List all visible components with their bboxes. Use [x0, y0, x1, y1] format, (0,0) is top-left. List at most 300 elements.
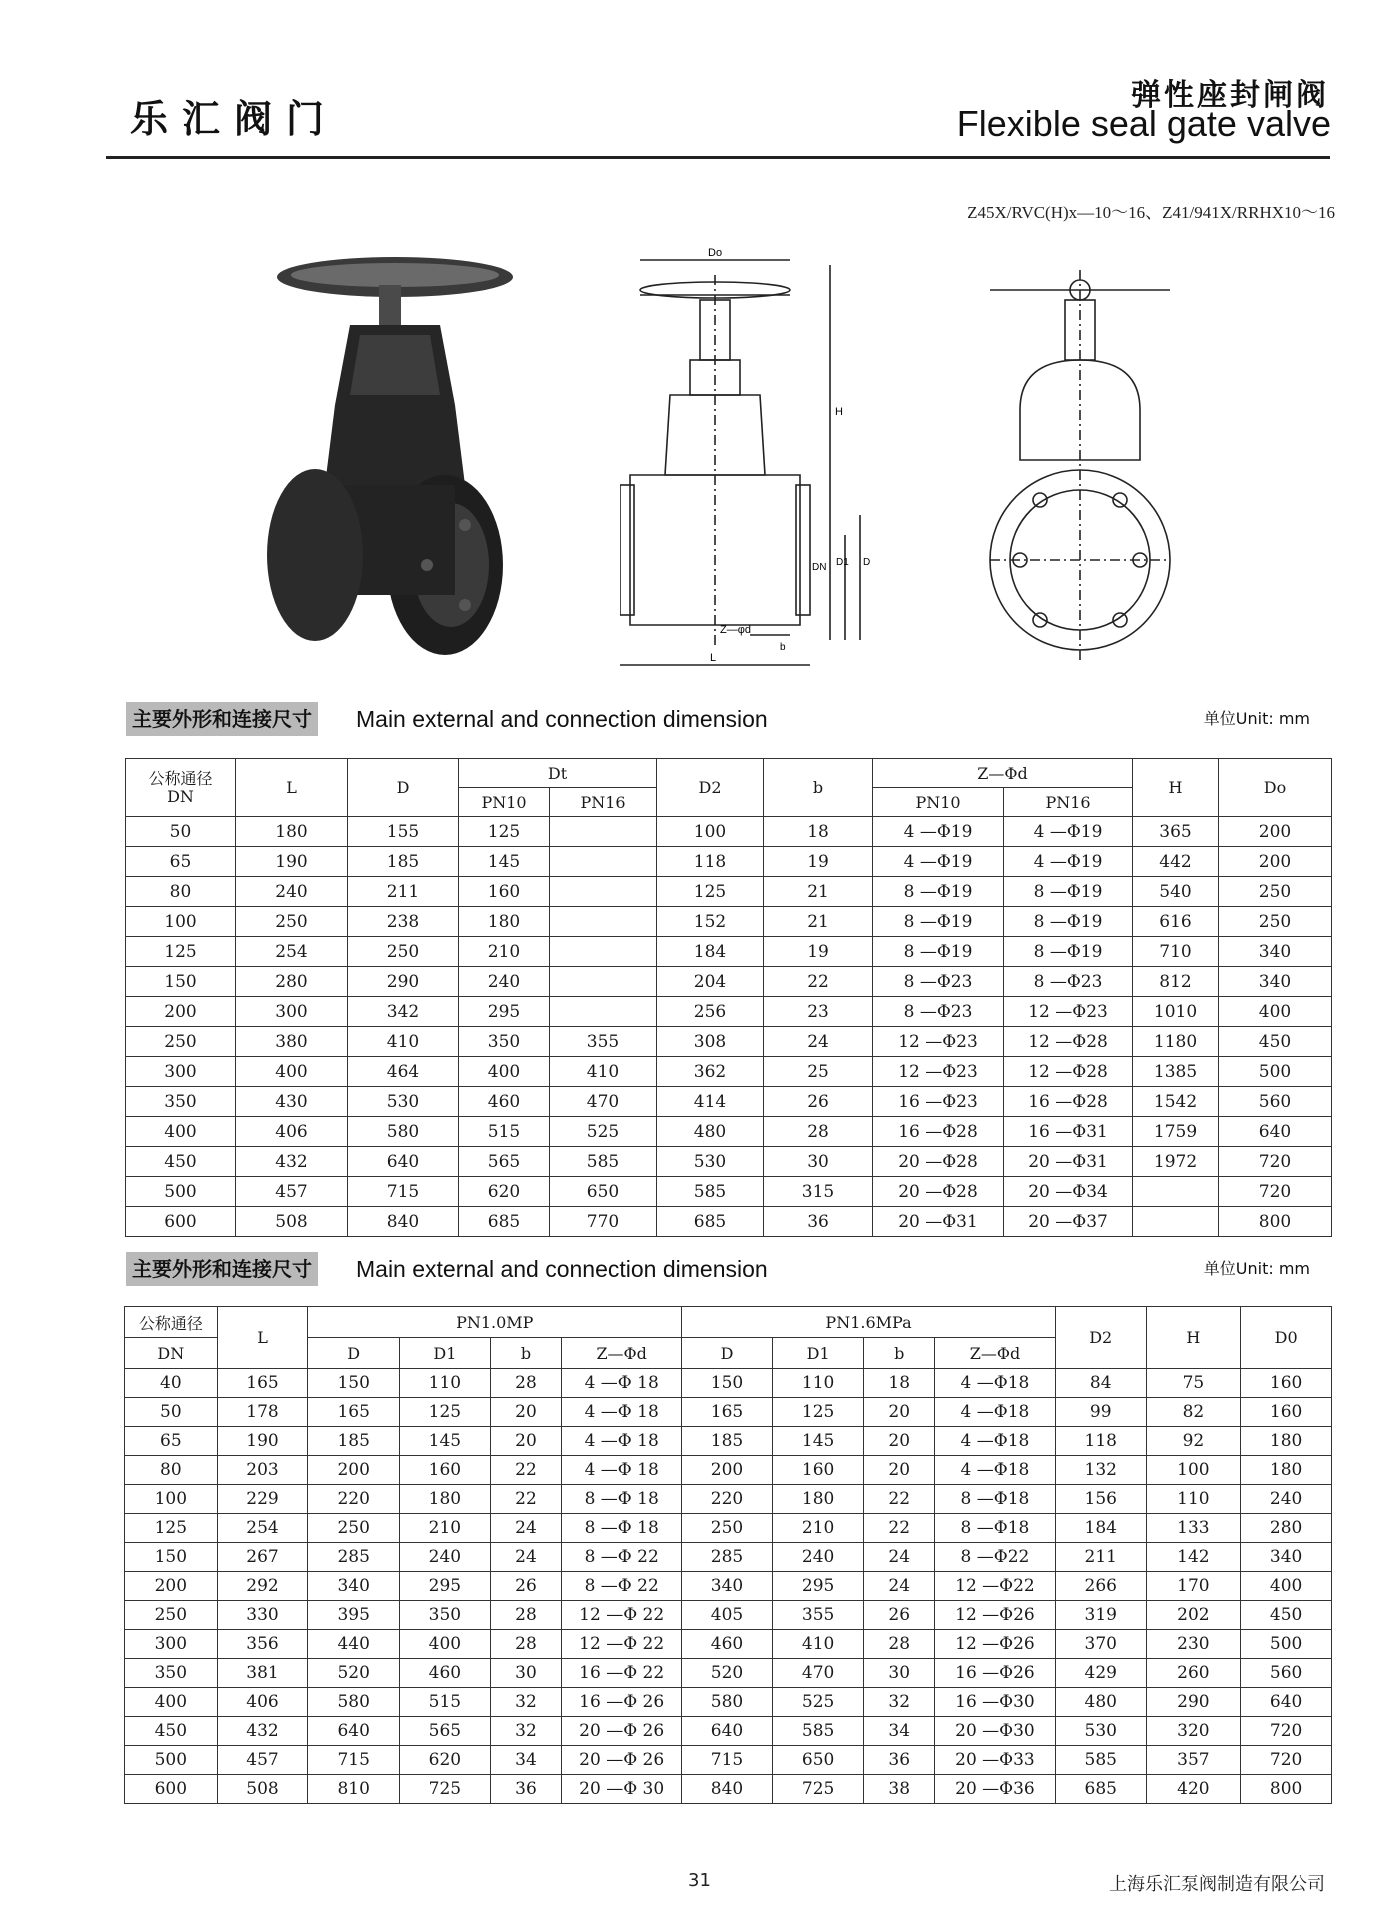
table-cell: 200: [308, 1456, 400, 1485]
table-cell: 406: [236, 1117, 348, 1147]
table-cell: 530: [1055, 1717, 1146, 1746]
table-cell: 100: [657, 817, 764, 847]
dimension-table-1: [125, 758, 1332, 1237]
table-cell: 24: [490, 1514, 562, 1543]
table-cell: 340: [308, 1572, 400, 1601]
th2-pn16-d: D: [682, 1338, 773, 1369]
table-cell: 290: [1146, 1688, 1241, 1717]
th-dt-pn10: PN10: [459, 788, 550, 817]
table-cell: 80: [125, 1456, 218, 1485]
table-row: [126, 1057, 1332, 1087]
table-cell: 20: [864, 1398, 935, 1427]
table-cell: 65: [126, 847, 236, 877]
table-cell: 12 —Φ 22: [562, 1601, 682, 1630]
table-cell: 8 —Φ22: [935, 1543, 1056, 1572]
table-cell: 355: [550, 1027, 657, 1057]
table-cell: 560: [1241, 1659, 1332, 1688]
table-cell: 240: [236, 877, 348, 907]
label-z-phi-d: Z—φd: [720, 624, 751, 636]
table-cell: 36: [490, 1775, 562, 1804]
table-cell: 30: [490, 1659, 562, 1688]
table-cell: 8 —Φ19: [1004, 907, 1133, 937]
table-cell: 200: [125, 1572, 218, 1601]
table-cell: 32: [864, 1688, 935, 1717]
table-cell: 160: [459, 877, 550, 907]
table-cell: 156: [1055, 1485, 1146, 1514]
table-cell: 180: [1241, 1456, 1332, 1485]
table-cell: 180: [1241, 1427, 1332, 1456]
table-cell: 240: [1241, 1485, 1332, 1514]
table-cell: 395: [308, 1601, 400, 1630]
table-cell: 400: [126, 1117, 236, 1147]
table-cell: 640: [308, 1717, 400, 1746]
table-cell: 8 —Φ 18: [562, 1485, 682, 1514]
table-cell: 340: [1219, 967, 1332, 997]
table-cell: 240: [772, 1543, 864, 1572]
table-cell: 4 —Φ18: [935, 1456, 1056, 1485]
table-cell: 133: [1146, 1514, 1241, 1543]
table-cell: 295: [772, 1572, 864, 1601]
table-cell: 240: [459, 967, 550, 997]
table-cell: 8 —Φ 22: [562, 1572, 682, 1601]
table-cell: 36: [764, 1207, 873, 1237]
table-cell: 280: [236, 967, 348, 997]
table-cell: 300: [126, 1057, 236, 1087]
table-cell: 300: [236, 997, 348, 1027]
table-cell: 380: [236, 1027, 348, 1057]
table-cell: 28: [490, 1601, 562, 1630]
table-cell: 725: [772, 1775, 864, 1804]
table-row: [125, 1514, 1332, 1543]
section-2-bar: [126, 1252, 1330, 1286]
table-cell: 256: [657, 997, 764, 1027]
table-cell: 20 —Φ 26: [562, 1746, 682, 1775]
table-cell: 1759: [1133, 1117, 1219, 1147]
table-cell: [550, 847, 657, 877]
table-cell: 238: [348, 907, 459, 937]
th2-dn-top: 公称通径: [125, 1307, 218, 1338]
table-cell: 585: [550, 1147, 657, 1177]
table-cell: 508: [217, 1775, 308, 1804]
table-cell: 30: [764, 1147, 873, 1177]
table-cell: 350: [400, 1601, 491, 1630]
table-row: [125, 1427, 1332, 1456]
table-cell: 457: [236, 1177, 348, 1207]
page-title-cn: 弹性座封闸阀: [1131, 78, 1329, 113]
table-cell: 308: [657, 1027, 764, 1057]
table-row: [125, 1572, 1332, 1601]
table-cell: 34: [864, 1717, 935, 1746]
table-cell: 150: [126, 967, 236, 997]
table-cell: 285: [682, 1543, 773, 1572]
table-cell: 165: [682, 1398, 773, 1427]
table-cell: 250: [126, 1027, 236, 1057]
table-cell: [550, 967, 657, 997]
table-cell: 405: [682, 1601, 773, 1630]
table-cell: 810: [308, 1775, 400, 1804]
table-cell: 210: [400, 1514, 491, 1543]
table-cell: 4 —Φ18: [935, 1369, 1056, 1398]
table-cell: 470: [550, 1087, 657, 1117]
section-1-title-cn: 主要外形和连接尺寸: [126, 702, 318, 736]
page-title-en: Flexible seal gate valve: [956, 103, 1331, 144]
table-cell: 266: [1055, 1572, 1146, 1601]
table-cell: 184: [657, 937, 764, 967]
table-row: [126, 1027, 1332, 1057]
table-cell: 65: [125, 1427, 218, 1456]
table-cell: 4 —Φ18: [935, 1427, 1056, 1456]
table-cell: 4 —Φ19: [873, 817, 1004, 847]
table-cell: 110: [1146, 1485, 1241, 1514]
th2-pn10-d: D: [308, 1338, 400, 1369]
table-cell: 1180: [1133, 1027, 1219, 1057]
table-cell: 180: [236, 817, 348, 847]
table-cell: 250: [1219, 877, 1332, 907]
table-cell: 28: [490, 1630, 562, 1659]
table-cell: 16 —Φ 26: [562, 1688, 682, 1717]
table-cell: 515: [459, 1117, 550, 1147]
table-cell: 203: [217, 1456, 308, 1485]
table-cell: 480: [1055, 1688, 1146, 1717]
table-cell: 125: [657, 877, 764, 907]
table-cell: 160: [1241, 1398, 1332, 1427]
table-cell: 355: [772, 1601, 864, 1630]
table-cell: 20 —Φ 26: [562, 1717, 682, 1746]
table-cell: 290: [348, 967, 459, 997]
table-cell: 350: [126, 1087, 236, 1117]
table-cell: 725: [400, 1775, 491, 1804]
table-cell: 480: [657, 1117, 764, 1147]
table-cell: 450: [1241, 1601, 1332, 1630]
table-row: [126, 967, 1332, 997]
label-dn: DN: [812, 562, 827, 573]
table-cell: 8 —Φ19: [873, 877, 1004, 907]
table-cell: 350: [125, 1659, 218, 1688]
table-cell: 585: [772, 1717, 864, 1746]
table-cell: 585: [1055, 1746, 1146, 1775]
th2-pn10-b: b: [490, 1338, 562, 1369]
table-cell: 25: [764, 1057, 873, 1087]
table-cell: 21: [764, 907, 873, 937]
table-cell: 565: [459, 1147, 550, 1177]
table-cell: 430: [236, 1087, 348, 1117]
th2-l: L: [217, 1307, 308, 1369]
th-b: b: [764, 759, 873, 817]
table-cell: 12 —Φ23: [873, 1057, 1004, 1087]
table-cell: 24: [864, 1543, 935, 1572]
table-cell: 8 —Φ 22: [562, 1543, 682, 1572]
label-do: Do: [708, 247, 723, 259]
th-z-pn16: PN16: [1004, 788, 1133, 817]
table-cell: 12 —Φ 22: [562, 1630, 682, 1659]
table-cell: 150: [125, 1543, 218, 1572]
table-cell: 362: [657, 1057, 764, 1087]
table-cell: [550, 877, 657, 907]
table-cell: 840: [348, 1207, 459, 1237]
table-cell: 84: [1055, 1369, 1146, 1398]
table-cell: 840: [682, 1775, 773, 1804]
table-cell: 4 —Φ19: [873, 847, 1004, 877]
table-cell: 254: [217, 1514, 308, 1543]
table-cell: 370: [1055, 1630, 1146, 1659]
table-cell: 19: [764, 937, 873, 967]
section-2-unit: 单位Unit: mm: [1203, 1259, 1310, 1278]
table-cell: 8 —Φ19: [1004, 937, 1133, 967]
table-cell: 184: [1055, 1514, 1146, 1543]
label-h: H: [835, 406, 843, 418]
table-cell: 30: [864, 1659, 935, 1688]
table-cell: 200: [126, 997, 236, 1027]
table-cell: 442: [1133, 847, 1219, 877]
table-cell: 32: [490, 1688, 562, 1717]
th2-d0: D0: [1241, 1307, 1332, 1369]
table-cell: 24: [764, 1027, 873, 1057]
table-cell: 560: [1219, 1087, 1332, 1117]
table-cell: 75: [1146, 1369, 1241, 1398]
table-cell: 16 —Φ28: [873, 1117, 1004, 1147]
table-row: [125, 1717, 1332, 1746]
table-cell: 220: [682, 1485, 773, 1514]
table-cell: 525: [772, 1688, 864, 1717]
th-h: H: [1133, 759, 1219, 817]
table-cell: 460: [682, 1630, 773, 1659]
table-row: [125, 1630, 1332, 1659]
label-b: b: [780, 642, 786, 653]
table-cell: 200: [1219, 847, 1332, 877]
table-cell: 155: [348, 817, 459, 847]
th2-h: H: [1146, 1307, 1241, 1369]
table-cell: 145: [459, 847, 550, 877]
table-cell: 600: [126, 1207, 236, 1237]
table-cell: 540: [1133, 877, 1219, 907]
table-cell: 580: [682, 1688, 773, 1717]
table-cell: 210: [772, 1514, 864, 1543]
table-cell: 20 —Φ28: [873, 1177, 1004, 1207]
table-cell: 8 —Φ19: [873, 907, 1004, 937]
table-cell: 160: [400, 1456, 491, 1485]
table-cell: 340: [1219, 937, 1332, 967]
table-cell: 580: [308, 1688, 400, 1717]
table-cell: 250: [1219, 907, 1332, 937]
table-cell: 1010: [1133, 997, 1219, 1027]
valve-front-drawing: [980, 250, 1180, 670]
table-cell: 356: [217, 1630, 308, 1659]
table-cell: 565: [400, 1717, 491, 1746]
table-cell: 36: [864, 1746, 935, 1775]
table-cell: 180: [459, 907, 550, 937]
th2-pn10-z: Z—Φd: [562, 1338, 682, 1369]
table-row: [125, 1746, 1332, 1775]
table-cell: 530: [657, 1147, 764, 1177]
table-cell: 190: [217, 1427, 308, 1456]
table-cell: 145: [772, 1427, 864, 1456]
table-cell: 34: [490, 1746, 562, 1775]
table-cell: 515: [400, 1688, 491, 1717]
table-cell: 4 —Φ 18: [562, 1456, 682, 1485]
table-row: [126, 937, 1332, 967]
table-cell: 185: [348, 847, 459, 877]
table-cell: 22: [864, 1514, 935, 1543]
table-cell: 710: [1133, 937, 1219, 967]
table-cell: 200: [682, 1456, 773, 1485]
table-cell: 1972: [1133, 1147, 1219, 1177]
table-cell: 250: [348, 937, 459, 967]
table-cell: 185: [308, 1427, 400, 1456]
table-cell: 26: [764, 1087, 873, 1117]
table-cell: 250: [682, 1514, 773, 1543]
table-cell: 20 —Φ 30: [562, 1775, 682, 1804]
table-row: [126, 817, 1332, 847]
table-cell: 125: [772, 1398, 864, 1427]
table-row: [126, 877, 1332, 907]
table-cell: 500: [1219, 1057, 1332, 1087]
table-cell: 600: [125, 1775, 218, 1804]
table-cell: 230: [1146, 1630, 1241, 1659]
header-divider: [106, 156, 1330, 159]
table-row: [126, 847, 1332, 877]
table-cell: 429: [1055, 1659, 1146, 1688]
table-cell: 180: [772, 1485, 864, 1514]
table-cell: 20 —Φ28: [873, 1147, 1004, 1177]
table-cell: 520: [682, 1659, 773, 1688]
table-cell: 80: [126, 877, 236, 907]
table-cell: 267: [217, 1543, 308, 1572]
table-cell: 8 —Φ19: [1004, 877, 1133, 907]
table-cell: 202: [1146, 1601, 1241, 1630]
table-row: [125, 1601, 1332, 1630]
table-cell: 640: [348, 1147, 459, 1177]
table-cell: 250: [236, 907, 348, 937]
table-cell: 4 —Φ 18: [562, 1369, 682, 1398]
table-cell: 16 —Φ26: [935, 1659, 1056, 1688]
table-cell: 12 —Φ22: [935, 1572, 1056, 1601]
valve-photo: [255, 255, 525, 665]
table-cell: 12 —Φ28: [1004, 1027, 1133, 1057]
table-cell: 319: [1055, 1601, 1146, 1630]
table-cell: 99: [1055, 1398, 1146, 1427]
table-cell: 20: [864, 1427, 935, 1456]
table-cell: 190: [236, 847, 348, 877]
table-cell: 432: [236, 1147, 348, 1177]
table-cell: 285: [308, 1543, 400, 1572]
table-cell: 450: [1219, 1027, 1332, 1057]
dimension-table-2: [124, 1306, 1332, 1804]
section-1-bar: [126, 702, 1330, 736]
table-cell: 410: [550, 1057, 657, 1087]
table-cell: 8 —Φ18: [935, 1485, 1056, 1514]
table-cell: 32: [490, 1717, 562, 1746]
table-cell: 357: [1146, 1746, 1241, 1775]
table-cell: 100: [1146, 1456, 1241, 1485]
table-cell: 20 —Φ34: [1004, 1177, 1133, 1207]
table-cell: 500: [125, 1746, 218, 1775]
table-cell: 400: [236, 1057, 348, 1087]
table-row: [125, 1485, 1332, 1514]
table-cell: 12 —Φ23: [873, 1027, 1004, 1057]
table-cell: 616: [1133, 907, 1219, 937]
table-cell: 22: [764, 967, 873, 997]
table-cell: 440: [308, 1630, 400, 1659]
table-cell: 28: [864, 1630, 935, 1659]
th-dt-pn16: PN16: [550, 788, 657, 817]
table-cell: 26: [490, 1572, 562, 1601]
table-cell: 8 —Φ18: [935, 1514, 1056, 1543]
table-cell: 82: [1146, 1398, 1241, 1427]
table-cell: 500: [126, 1177, 236, 1207]
table-cell: [1133, 1207, 1219, 1237]
table-row: [126, 1207, 1332, 1237]
table-cell: 432: [217, 1717, 308, 1746]
table-cell: 585: [657, 1177, 764, 1207]
table-cell: 580: [348, 1117, 459, 1147]
table-cell: 19: [764, 847, 873, 877]
table-row: [126, 1117, 1332, 1147]
table-cell: 20: [490, 1398, 562, 1427]
th2-pn10-d1: D1: [400, 1338, 491, 1369]
table-row: [126, 1147, 1332, 1177]
table-cell: 250: [125, 1601, 218, 1630]
table-cell: 640: [1219, 1117, 1332, 1147]
table-cell: 12 —Φ28: [1004, 1057, 1133, 1087]
section-1-title-en: Main external and connection dimension: [356, 706, 768, 732]
th2-pn16-d1: D1: [772, 1338, 864, 1369]
table-cell: 22: [864, 1485, 935, 1514]
th-d: D: [348, 759, 459, 817]
table-cell: 508: [236, 1207, 348, 1237]
table-cell: [550, 907, 657, 937]
table-cell: 715: [348, 1177, 459, 1207]
table-row: [125, 1456, 1332, 1485]
table-cell: 125: [400, 1398, 491, 1427]
th-do: Do: [1219, 759, 1332, 817]
table-cell: 315: [764, 1177, 873, 1207]
table-cell: 12 —Φ26: [935, 1601, 1056, 1630]
th2-pn10: PN1.0MP: [308, 1307, 682, 1338]
table-cell: 414: [657, 1087, 764, 1117]
th-d2: D2: [657, 759, 764, 817]
table-cell: 18: [764, 817, 873, 847]
table-cell: 125: [459, 817, 550, 847]
table-cell: 460: [400, 1659, 491, 1688]
table-row: [125, 1659, 1332, 1688]
th2-pn16-z: Z—Φd: [935, 1338, 1056, 1369]
table-cell: 132: [1055, 1456, 1146, 1485]
table-cell: 240: [400, 1543, 491, 1572]
table-cell: 720: [1219, 1147, 1332, 1177]
table-cell: 525: [550, 1117, 657, 1147]
table-cell: 16 —Φ 22: [562, 1659, 682, 1688]
label-d1: D1: [836, 557, 849, 568]
table-cell: 460: [459, 1087, 550, 1117]
table-row: [126, 1177, 1332, 1207]
table-cell: 640: [1241, 1688, 1332, 1717]
table-cell: [1133, 1177, 1219, 1207]
table-row: [126, 907, 1332, 937]
table-cell: 26: [864, 1601, 935, 1630]
table-cell: 170: [1146, 1572, 1241, 1601]
table-cell: 125: [126, 937, 236, 967]
table-cell: 8 —Φ23: [1004, 967, 1133, 997]
th2-d2: D2: [1055, 1307, 1146, 1369]
table-cell: 8 —Φ 18: [562, 1514, 682, 1543]
table-cell: 340: [1241, 1543, 1332, 1572]
table-cell: 50: [126, 817, 236, 847]
table-cell: 295: [400, 1572, 491, 1601]
table-cell: 4 —Φ19: [1004, 817, 1133, 847]
table-cell: 160: [1241, 1369, 1332, 1398]
table-cell: 150: [682, 1369, 773, 1398]
table-cell: 400: [125, 1688, 218, 1717]
